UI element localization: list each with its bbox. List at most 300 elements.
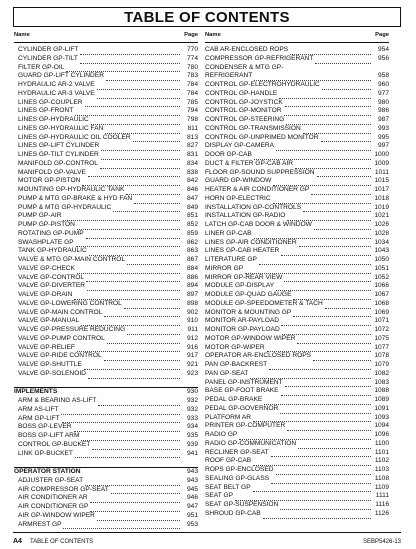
dot-leader [245,267,371,274]
entry-page: 1018 [374,194,389,202]
toc-entry[interactable] [205,387,389,396]
toc-entry[interactable] [205,116,389,125]
toc-entry[interactable] [205,326,389,335]
dot-leader [86,232,180,239]
entry-page: 1043 [374,247,389,255]
toc-entry[interactable] [14,247,198,256]
toc-entry[interactable] [14,423,198,432]
toc-entry[interactable] [14,477,198,486]
dot-leader [285,380,371,387]
entry-name: MANIFOLD GP-VALVE [18,168,86,176]
toc-entry[interactable] [205,501,389,510]
entry-page: 1094 [374,422,389,430]
toc-entry[interactable] [205,317,389,326]
toc-entry[interactable] [205,221,389,230]
dot-leader [89,249,180,256]
entry-name: BOSS GP-LIFT ARM [18,432,80,439]
toc-entry[interactable] [205,282,389,291]
toc-entry[interactable] [205,186,389,195]
entry-page: 932 [186,397,198,404]
entry-name: INSTALLATION GP-CONTROLS [205,203,302,211]
toc-entry[interactable] [205,195,389,204]
dot-leader [284,275,371,282]
dot-leader [317,170,371,177]
entry-name: MIRROR GP [205,264,244,272]
entry-name: VALVE GP-MANUAL [18,317,80,325]
dot-leader [273,197,371,204]
dot-leader [81,434,180,441]
toc-entry[interactable] [205,510,389,519]
entry-page: 1075 [374,334,389,342]
toc-entry[interactable] [14,309,198,318]
entry-page: 995 [377,133,389,141]
toc-entry[interactable] [205,81,389,90]
toc-entry[interactable] [205,247,389,256]
toc-entry[interactable] [205,379,389,388]
name-header: Name [205,32,221,38]
toc-entry[interactable] [14,361,198,370]
toc-entry[interactable] [205,396,389,405]
entry-name: AIR CONDITIONER GP [18,503,89,510]
entry-page: 1093 [374,413,389,421]
spacer [14,458,198,467]
toc-entry[interactable] [205,291,389,300]
entry-name: FILTER GP-OIL [18,63,65,71]
entry-page: 1102 [374,457,389,465]
dot-leader [303,127,371,134]
toc-entry[interactable] [205,72,389,81]
toc-entry[interactable] [14,55,198,64]
entry-name: LINES GP-CAB HEATER [205,247,280,255]
toc-entry[interactable] [205,204,389,213]
entry-page: 1116 [375,501,389,508]
dot-leader [105,127,180,134]
dot-leader [280,503,371,510]
entry-name: HYDRAULIC AR-3 VALVE [18,89,95,97]
toc-entry[interactable] [14,107,198,116]
toc-entry[interactable] [205,107,389,116]
dot-leader [90,496,180,503]
entry-name: SHROUD GP-CAB [205,509,261,517]
entry-name: ARMREST GP [18,520,62,528]
dot-leader [87,284,180,291]
dot-leader [86,275,180,282]
entry-name: CONTROL GP-BUCKET [18,440,91,448]
toc-entry[interactable] [205,475,389,484]
entry-name: MODULE GP-QUAD GAUGE [205,291,292,298]
toc-entry[interactable] [205,422,389,431]
toc-entry[interactable] [205,361,389,370]
entry-page: 951 [186,511,198,519]
entry-page: 1072 [374,326,389,333]
toc-entry[interactable] [14,72,198,81]
dot-leader [104,354,180,361]
entry-page: 894 [186,282,198,290]
toc-entry[interactable] [14,265,198,274]
dot-leader [62,416,180,423]
entry-name: ROPS GP-ENCLOSED [205,466,274,473]
toc-entry[interactable] [205,309,389,318]
entry-name: AIR COMPRESSOR GP-SEAT [18,485,109,493]
entry-name: PLATFORM AR [205,413,252,421]
entry-page: 1009 [374,159,389,167]
entry-page: 1071 [374,317,389,325]
entry-name: SEAT GP-SUSPENSION [205,501,279,508]
toc-entry[interactable] [205,414,389,423]
dot-leader [98,399,180,406]
entry-page: 939 [186,440,198,448]
dot-leader [285,100,371,107]
toc-entry[interactable] [205,99,389,108]
entry-page: 923 [186,369,198,377]
dot-leader [271,477,371,484]
entry-name: VALVE GP-PUMP CONTROL [18,334,105,342]
entry-name: AIR GP-WINDOW WIPER [18,511,95,519]
toc-entry[interactable] [14,125,198,134]
entry-page: 941 [186,449,198,457]
toc-entry[interactable] [205,457,389,466]
entry-page: 1101 [374,448,389,456]
toc-entry[interactable] [205,134,389,143]
entry-page: 917 [186,352,198,360]
entry-name: CAB AR-ENCLOSED ROPS [205,46,289,53]
entry-name: CONTROL GP-HANDLE [205,89,278,97]
entry-page: 852 [186,221,198,228]
toc-entry[interactable] [14,169,198,178]
entry-page: 932 [186,405,198,413]
dot-leader [80,48,180,55]
entry-name: PRINTER GP-COMPUTER [205,422,286,430]
entry-page: 1000 [374,151,389,158]
toc-entry[interactable] [205,344,389,353]
entry-name: CONTROL GP-TRANSMISSION [205,124,301,132]
dot-leader [101,144,180,151]
entry-name: ADJUSTER GP-SEAT [18,476,84,484]
entry-page: 783 [186,72,198,80]
footer-doc-number: SEBP5426-13 [362,539,401,545]
toc-entry[interactable] [14,142,198,151]
entry-page: 851 [186,212,198,220]
toc-entry[interactable] [14,521,198,530]
toc-entry[interactable] [205,142,389,151]
toc-entry[interactable] [14,415,198,424]
toc-entry[interactable] [14,494,198,503]
entry-name: VALVE GP-CHECK [18,264,75,272]
dot-leader [287,424,371,431]
dot-leader [82,179,180,186]
dot-leader [253,415,371,422]
entry-name: SEAT BELT GP [205,483,251,491]
entry-name: LINES GP-AIR CONDITIONER [205,238,297,246]
entry-name: GUARD GP-WINDOW [205,177,272,185]
entry-page: 780 [186,63,198,71]
entry-name: MONITOR GP-PAYLOAD [205,326,280,333]
dot-leader [80,57,180,64]
dot-leader [293,310,371,317]
entry-name: SWASHPLATE GP [18,238,74,246]
dot-leader [325,302,371,309]
entry-page: 993 [377,124,389,132]
implements-list [14,397,198,458]
entry-name: PUMP & MTG GP-BRAKE & HYD FAN [18,194,133,202]
toc-entry[interactable] [14,512,198,521]
entry-page: 1021 [374,212,389,220]
entry-page: 1050 [374,256,389,263]
dot-leader [303,205,371,212]
toc-entry[interactable] [205,335,389,344]
entry-name: VALVE & MTG GP-MAIN CONTROL [18,256,126,263]
toc-entry[interactable] [14,326,198,335]
entry-name: AIR CONDITIONER AR [18,494,88,502]
toc-entry[interactable] [14,160,198,169]
entry-name: SEAT GP [205,492,233,500]
toc-entry[interactable] [14,397,198,406]
section-title: OPERATOR STATION [14,468,81,475]
dot-leader [88,372,180,379]
entry-name: MOTOR GP-PISTON [18,177,81,185]
dot-leader [253,459,371,466]
toc-entry[interactable] [14,151,198,160]
entry-page: 933 [186,414,198,422]
dot-leader [84,363,180,370]
entry-name: TANK GP-HYDRAULIC [18,247,87,255]
entry-name: FLOOR GP-SOUND SUPPRESSION [205,168,315,176]
entry-name: ROOF GP-CAB [205,457,252,465]
operator-station-heading[interactable] [14,468,198,477]
toc-entry[interactable] [205,256,389,265]
toc-entry[interactable] [14,432,198,441]
entry-name: LINES GP-HYDRAULIC FAN [18,124,104,132]
toc-entry[interactable] [205,46,389,55]
operator-station-list [14,477,198,530]
implements-heading[interactable] [14,388,198,397]
toc-entry[interactable] [14,441,198,450]
toc-entry[interactable] [205,169,389,178]
toc-entry[interactable] [14,352,198,361]
toc-entry[interactable] [14,300,198,309]
entry-page: 813 [186,133,198,141]
toc-entry[interactable] [14,274,198,283]
toc-entry[interactable] [14,335,198,344]
entry-page: 1126 [374,509,389,517]
entry-page: 911 [187,326,198,333]
toc-entry[interactable] [205,484,389,493]
footer-page-id: A4 [13,538,22,545]
toc-entry[interactable] [14,186,198,195]
toc-entry[interactable] [205,55,389,64]
dot-leader [311,188,371,195]
toc-entry[interactable] [14,64,198,73]
dot-leader [88,170,180,177]
dot-leader [101,153,180,160]
toc-entry[interactable] [14,134,198,143]
entry-page: 934 [186,423,198,431]
entry-page: 784 [186,89,198,97]
dot-leader [299,240,371,247]
toc-entry[interactable] [205,300,389,309]
dot-leader [281,389,371,396]
entry-name: REFRIGERANT [205,72,253,80]
dot-leader [253,485,371,492]
toc-entry[interactable] [205,125,389,134]
entry-page: 834 [186,159,198,167]
dot-leader [74,425,180,432]
entry-page: 1100 [374,439,389,447]
toc-entry[interactable] [205,160,389,169]
entry-page: 1082 [374,369,389,377]
toc-entry[interactable] [205,440,389,449]
entry-page: 798 [186,116,198,123]
entry-page: 1017 [374,186,389,193]
entry-name: VALVE GP-CONTROL [18,273,85,281]
entry-page: 1083 [374,378,389,386]
entry-name: CONTROL GP-JOYSTICK [205,98,283,106]
toc-entry[interactable] [14,221,198,230]
toc-entry[interactable] [14,90,198,99]
toc-entry[interactable] [14,212,198,221]
entry-page: 827 [186,142,198,150]
toc-entry[interactable] [205,90,389,99]
toc-entry[interactable] [205,352,389,361]
dot-leader [75,451,180,458]
entry-page: 1109 [374,483,389,491]
name-header: Name [14,32,30,38]
dot-leader [279,92,371,99]
toc-entry[interactable] [14,204,198,213]
toc-entry[interactable] [14,239,198,248]
toc-entry[interactable] [205,405,389,414]
toc-entry[interactable] [14,370,198,379]
entry-name: HYDRAULIC AR-2 VALVE [18,81,95,88]
entry-page: 1051 [374,264,389,272]
entry-name: PAN GP-BACKREST [205,361,268,368]
page-header: Page [375,32,389,38]
dot-leader [264,398,371,405]
entry-page: 770 [186,46,198,53]
toc-entry[interactable] [14,81,198,90]
toc-entry[interactable] [205,64,389,73]
entry-name: LINK GP-BUCKET [18,449,73,457]
toc-entry[interactable] [14,344,198,353]
entry-name: MONITOR & MOUNTING GP [205,308,292,316]
dot-leader [74,293,180,300]
entry-page: 987 [377,116,389,123]
toc-entry[interactable] [14,116,198,125]
toc-entry[interactable] [205,274,389,283]
entry-name: CYLINDER GP-TILT [18,54,78,62]
entry-page: 916 [186,343,198,351]
entry-name: LINES GP-HYDRAULIC [18,116,89,123]
dot-leader [97,92,180,99]
toc-entry[interactable] [205,449,389,458]
entry-name: ARM GP-LIFT [18,414,60,422]
toc-entry[interactable] [14,450,198,459]
dot-leader [313,354,371,361]
dot-leader [276,144,371,151]
toc-entry[interactable] [205,492,389,501]
toc-entry[interactable] [14,486,198,495]
toc-entry[interactable] [14,503,198,512]
dot-leader [315,57,371,64]
entry-page: 862 [186,238,198,246]
dot-leader [85,479,180,486]
dot-leader [314,223,371,230]
dot-leader [63,214,180,221]
toc-entry[interactable] [14,256,198,265]
entry-page: 980 [377,98,389,106]
toc-entry[interactable] [14,195,198,204]
entry-page: 846 [186,186,198,193]
entry-name: INSTALLATION GP-RADIO [205,212,286,220]
dot-leader [297,337,371,344]
dot-leader [100,162,180,169]
toc-entry[interactable] [14,99,198,108]
dot-leader [290,48,371,55]
section-title: IMPLEMENTS [14,388,58,396]
entry-name: PUMP GP-PISTON [18,221,75,228]
entry-name: VALVE GP-SHUTTLE [18,361,82,368]
toc-entry[interactable] [14,317,198,326]
entry-name: LINER GP-CAB [205,229,252,237]
toc-entry[interactable] [205,230,389,239]
entry-page: 794 [186,107,198,115]
entry-page: 886 [186,273,198,281]
dot-leader [61,408,180,415]
entry-page: 831 [186,151,198,158]
dot-leader [321,135,371,142]
dot-leader [269,363,371,370]
toc-entry[interactable] [205,466,389,475]
toc-entry[interactable] [205,370,389,379]
dot-leader [276,284,371,291]
toc-entry[interactable] [14,291,198,300]
entry-name: ARM AS-LIFT [18,405,59,413]
dot-leader [124,302,180,309]
entry-page: 1066 [374,282,389,290]
toc-entry[interactable] [14,282,198,291]
entry-name: HORN GP-ELECTRIC [205,194,271,202]
toc-entry[interactable] [14,46,198,55]
toc-entry[interactable] [205,177,389,186]
entry-page: 898 [186,299,198,307]
toc-entry[interactable] [205,151,389,160]
left-column-header [14,32,198,43]
entry-page: 935 [186,432,198,439]
toc-entry[interactable] [14,177,198,186]
dot-leader [276,468,371,475]
entry-name: BOSS GP-LEVER [18,423,72,431]
toc-entry[interactable] [14,230,198,239]
toc-entry[interactable] [205,431,389,440]
entry-name: GUARD GP-LIFT CYLINDER [18,72,104,80]
entry-page: 884 [186,264,198,272]
dot-leader [97,514,180,521]
dot-leader [286,118,371,125]
toc-entry[interactable] [205,239,389,248]
entry-page: 954 [377,46,389,53]
dot-leader [113,205,180,212]
toc-entry[interactable] [205,212,389,221]
dot-leader [81,319,180,326]
dot-leader [284,109,371,116]
toc-entry[interactable] [205,265,389,274]
entry-page: 785 [186,98,198,106]
toc-entry[interactable] [14,406,198,415]
entry-name: CONDENSER & MTG GP- [205,63,284,71]
dot-leader [271,450,371,457]
dot-leader [133,135,180,142]
entry-page: 1077 [374,343,389,351]
